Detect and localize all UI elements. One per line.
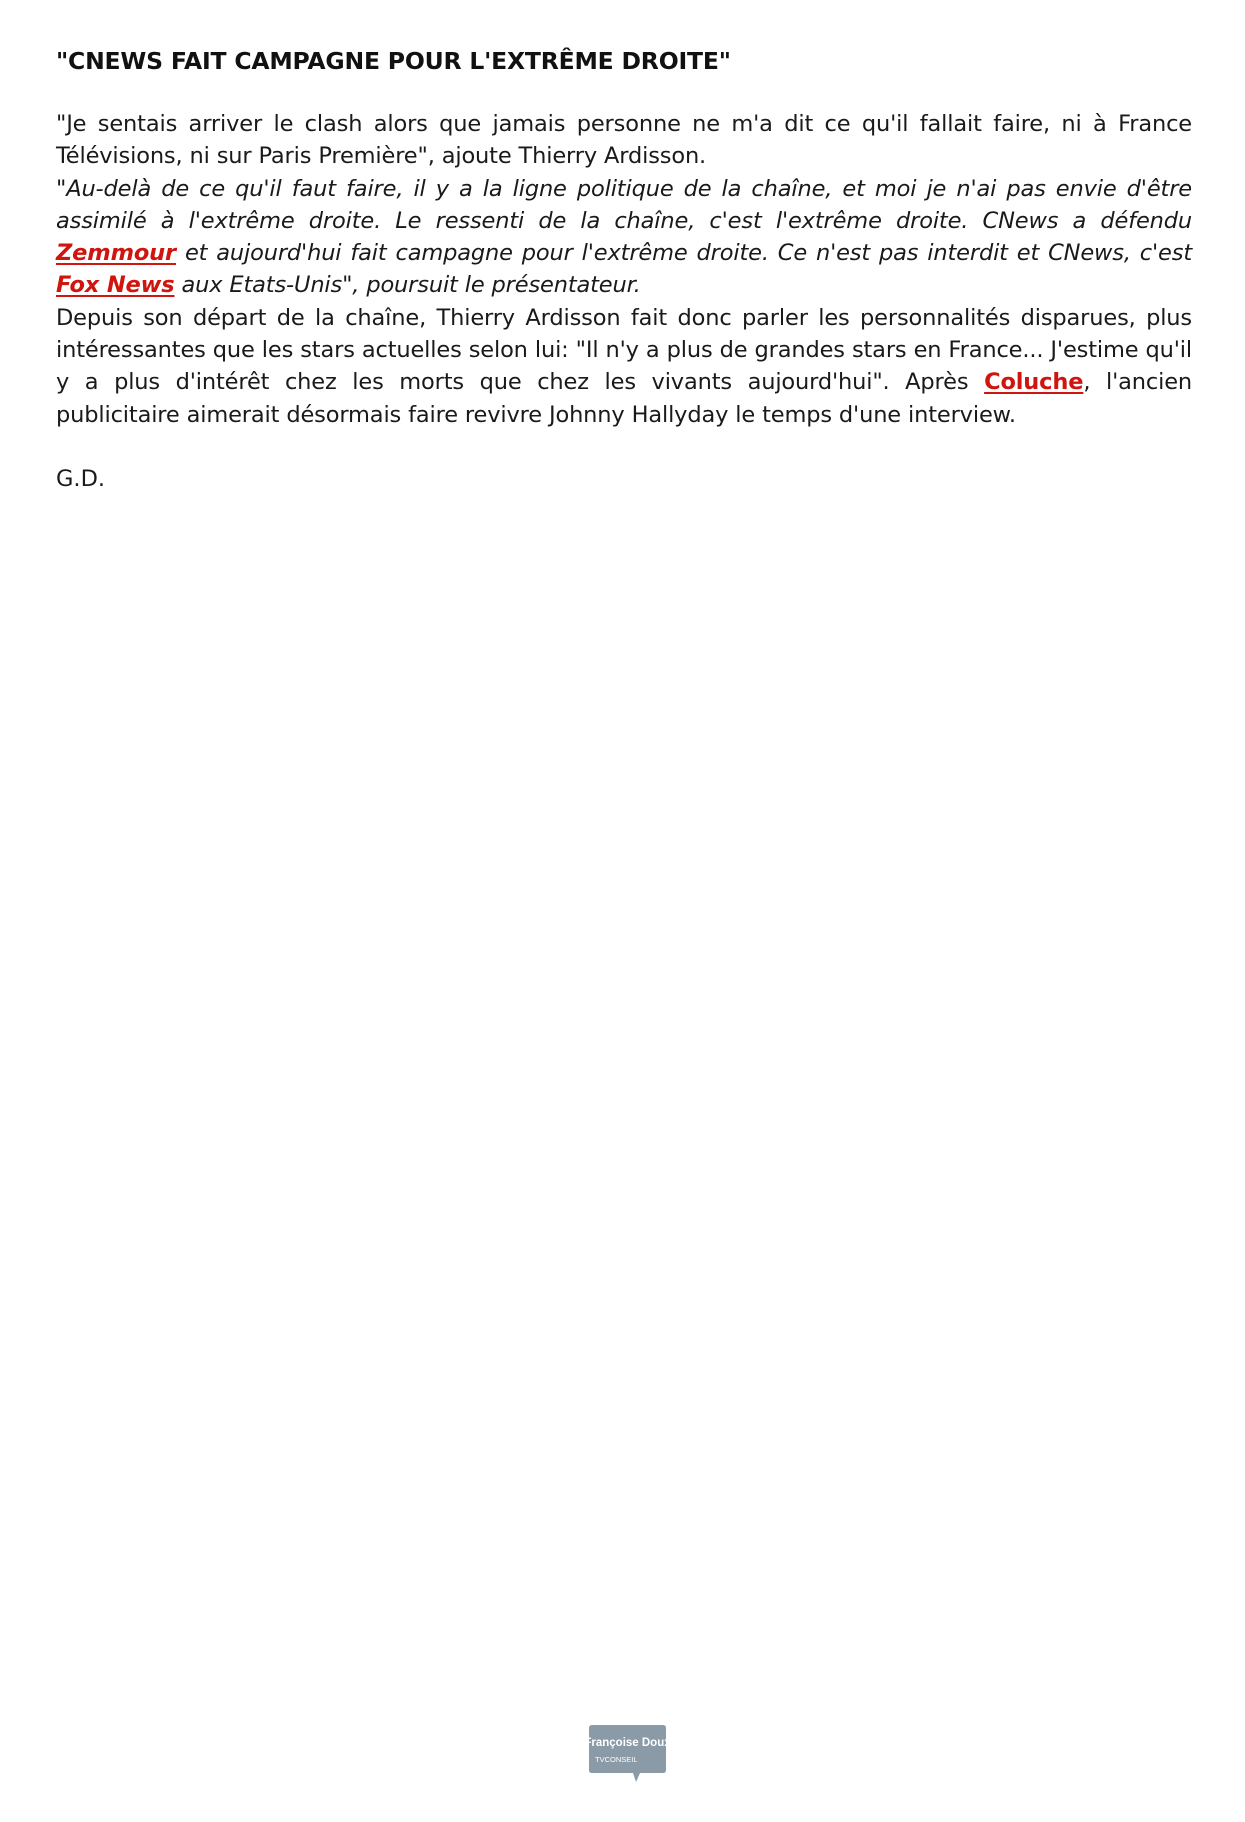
- quote-text-3: aux Etats-Unis", poursuit le présentateur.: [174, 272, 641, 299]
- logo-text-tvconseil: TVCONSEIL: [595, 1755, 638, 1764]
- departure-text-1: Depuis son départ de la chaîne, Thierry Ardisson fait donc parler les personnalités disparues, plus intéressantes que les stars actuelles selon lui: "Il n'y a plus de grandes stars en France... J'estime qu'il y a plus d'intérêt chez les morts que chez les vivants aujourd'hui". Après: [56, 304, 1192, 396]
- paragraph-intro: "Je sentais arriver le clash alors que jamais personne ne m'a dit ce qu'il fallait faire, ni à France Télévisions, ni sur Paris Première", ajoute Thierry Ardisson.: [56, 111, 1192, 170]
- article-headline: "CNEWS FAIT CAMPAGNE POUR L'EXTRÊME DROITE": [56, 47, 731, 75]
- author-signature: G.D.: [56, 465, 106, 492]
- logo-speech-bubble: [589, 1725, 666, 1782]
- paragraph-quote: [56, 176, 1192, 299]
- link-zemmour[interactable]: Zemmour: [56, 240, 176, 267]
- article-body: [56, 108, 1192, 431]
- article: [56, 44, 1192, 495]
- link-fox-news[interactable]: Fox News: [56, 272, 175, 299]
- departure-text-2: , l'ancien publicitaire aimerait désormais faire revivre Johnny Hallyday le temps d'une interview.: [56, 369, 1193, 428]
- logo-text-name: Françoise Doux: [584, 1737, 671, 1749]
- quote-text-2: et aujourd'hui fait campagne pour l'extrême droite. Ce n'est pas interdit et CNews, c'est: [176, 240, 1192, 267]
- quote-text-1: "Au-delà de ce qu'il faut faire, il y a la ligne politique de la chaîne, et moi je n'ai pas envie d'être assimilé à l'extrême droite. Le ressenti de la chaîne, c'est l'extrême droite. CNews a défendu: [56, 175, 1192, 234]
- paragraph-departure: [56, 305, 1192, 428]
- link-coluche[interactable]: Coluche: [984, 369, 1084, 396]
- francoise-doux-logo: [584, 1725, 671, 1782]
